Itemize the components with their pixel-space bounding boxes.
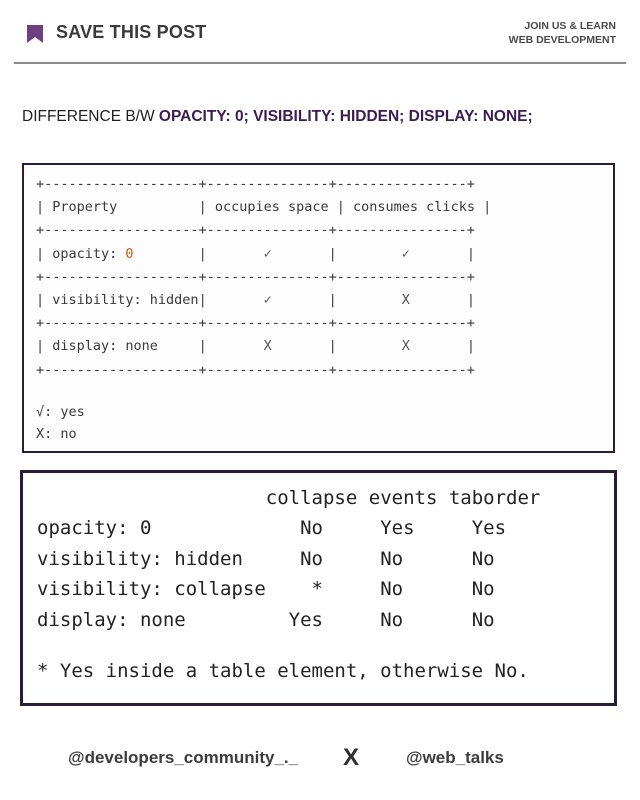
property-value: 0	[125, 245, 134, 262]
taborder-cell: No	[471, 608, 495, 631]
header-cell: consumes clicks	[353, 199, 475, 216]
title-highlight: OPACITY: 0; VISIBILITY: HIDDEN; DISPLAY: NONE;	[158, 108, 533, 125]
save-post-label: SAVE THIS POST	[56, 22, 207, 42]
legend-yes: √: yes	[36, 404, 85, 420]
handle-web-talks[interactable]: @web_talks	[406, 748, 504, 767]
collapse-cell: No	[300, 547, 323, 570]
property-cell: visibility: hidden	[52, 292, 199, 309]
collapse-cell: No	[300, 517, 323, 540]
property-cell: visibility: hidden	[37, 547, 243, 570]
collapse-events-table	[20, 470, 617, 706]
table-border: +-------------------+---------------+----------------+	[36, 268, 475, 285]
space-cell: X	[263, 338, 272, 355]
table-border: +-------------------+---------------+----------------+	[36, 315, 475, 332]
table-border: +-------------------+---------------+----------------+	[36, 222, 475, 239]
space-cell: ✓	[263, 292, 272, 309]
post-header	[0, 0, 640, 64]
table-border: +-------------------+---------------+----------------+	[36, 176, 475, 192]
header-cell: collapse	[265, 487, 358, 509]
taborder-cell: No	[471, 547, 495, 570]
legend	[36, 401, 85, 445]
footnote: * Yes inside a table element, otherwise No.	[37, 660, 529, 682]
x-separator-icon: X	[343, 744, 360, 771]
header-divider	[14, 62, 626, 64]
property-cell: visibility: collapse	[37, 578, 266, 601]
join-line-1: JOIN US & LEARN	[524, 20, 616, 32]
title-prefix: DIFFERENCE B/W	[22, 108, 159, 125]
clicks-cell: ✓	[401, 245, 410, 262]
table2-body	[37, 483, 540, 635]
collapse-cell: *	[311, 578, 323, 601]
events-cell: No	[380, 608, 404, 631]
taborder-cell: Yes	[471, 517, 507, 540]
page-title	[22, 108, 533, 126]
footer	[0, 740, 640, 780]
legend-no: X: no	[36, 426, 77, 442]
join-tagline	[509, 19, 616, 47]
taborder-cell: No	[471, 578, 495, 601]
events-cell: No	[380, 547, 404, 570]
clicks-cell: X	[401, 338, 410, 355]
header-cell: occupies space	[214, 199, 329, 216]
handle-developers-community[interactable]: @developers_community_._	[68, 748, 299, 767]
ascii-comparison-table	[22, 163, 615, 453]
join-line-2: WEB DEVELOPMENT	[508, 34, 616, 46]
events-cell: No	[380, 578, 404, 601]
property-cell: opacity:	[52, 245, 126, 262]
header-cell: taborder	[448, 487, 541, 509]
ascii-table-body: +-------------------+---------------+----------------+ | Property | occupies space | consumes clicks | +-------------------+---------------+----------------+ | opacity: 0 | ✓ | ✓ | +-------------------+---------------+----------------+ | visibility: hidden| ✓ | X | +-------------------+---------------+----------------+ | display: none | X | X | +-------------------+---------------+----------------+	[36, 176, 492, 378]
property-cell: opacity: 0	[37, 517, 152, 540]
property-cell: display: none	[37, 608, 186, 631]
property-cell: display: none	[52, 338, 158, 355]
clicks-cell: X	[401, 292, 410, 309]
header-cell: events	[368, 487, 438, 509]
bookmark-icon[interactable]	[26, 24, 44, 44]
events-cell: Yes	[380, 517, 415, 540]
table-border: +-------------------+---------------+----------------+	[36, 361, 475, 378]
collapse-cell: Yes	[288, 608, 323, 631]
header-cell: Property	[52, 199, 118, 216]
space-cell: ✓	[263, 245, 272, 262]
